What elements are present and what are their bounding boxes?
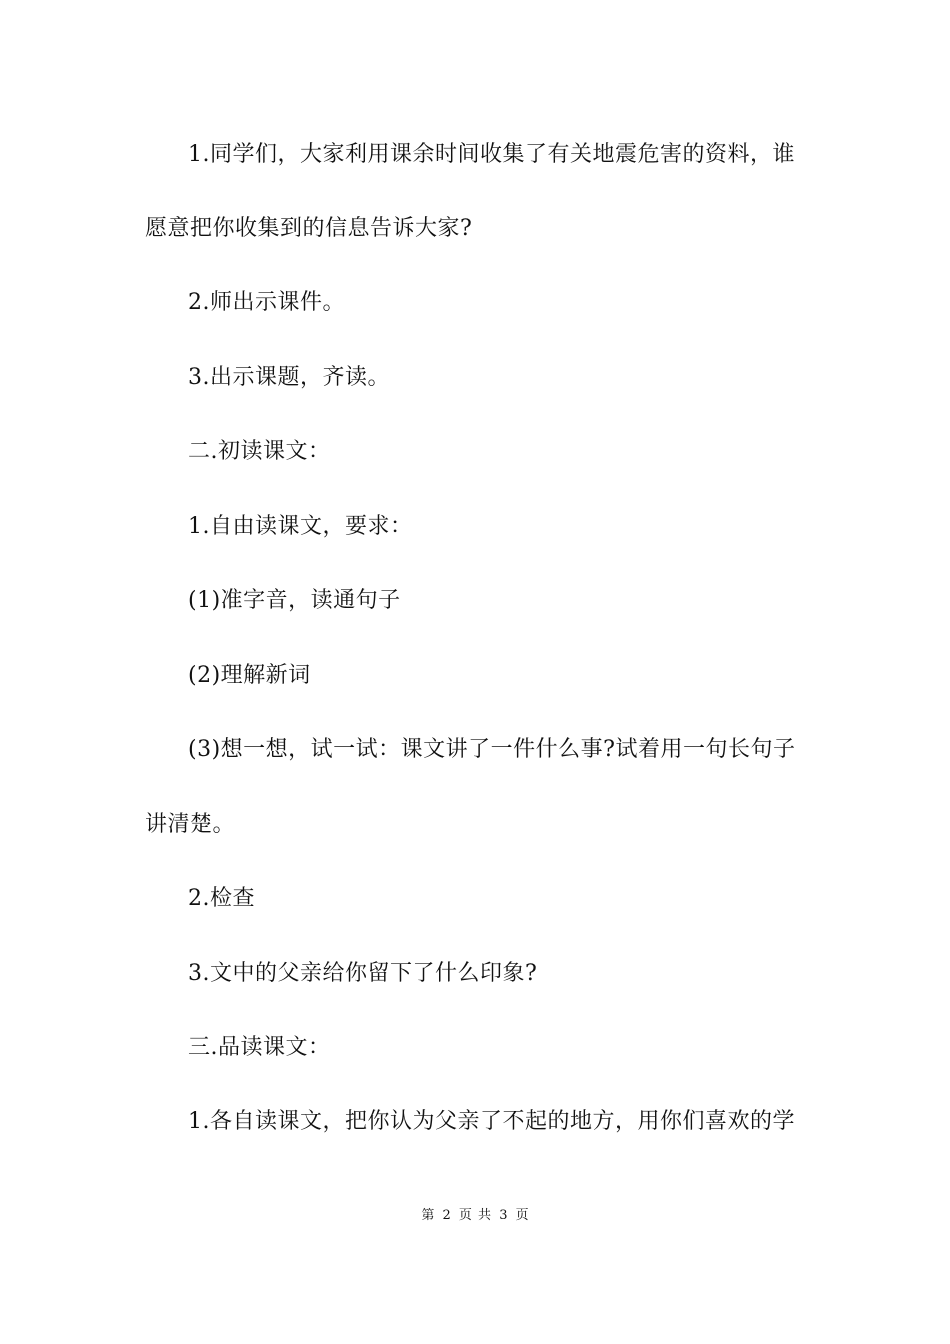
paragraph-line: 2.师出示课件。 <box>188 290 345 315</box>
paragraph-line: 讲清楚。 <box>145 812 236 837</box>
footer-total-pages: 3 <box>499 1208 508 1223</box>
page-footer <box>0 1207 950 1225</box>
paragraph-line: (1)准字音，读通句子 <box>188 588 401 613</box>
paragraph-line: 愿意把你收集到的信息告诉大家? <box>145 216 473 241</box>
paragraph-line: 3.出示课题，齐读。 <box>188 365 390 390</box>
paragraph-line: 2.检查 <box>188 886 255 911</box>
footer-prefix: 第 <box>421 1208 435 1223</box>
section-heading: 二.初读课文： <box>188 439 331 464</box>
paragraph-line: 1.自由读课文，要求： <box>188 514 413 539</box>
paragraph-line: 3.文中的父亲给你留下了什么印象? <box>188 961 538 986</box>
paragraph-line: 1.各自读课文，把你认为父亲了不起的地方，用你们喜欢的学 <box>188 1109 795 1134</box>
paragraph-line: (3)想一想，试一试：课文讲了一件什么事?试着用一句长句子 <box>188 737 796 762</box>
footer-suffix: 页 <box>515 1208 529 1223</box>
paragraph-line: 1.同学们，大家利用课余时间收集了有关地震危害的资料，谁 <box>188 142 795 167</box>
footer-middle: 页 共 <box>458 1208 492 1223</box>
section-heading: 三.品读课文： <box>188 1035 331 1060</box>
paragraph-line: (2)理解新词 <box>188 663 311 688</box>
footer-page-number: 2 <box>442 1208 451 1223</box>
